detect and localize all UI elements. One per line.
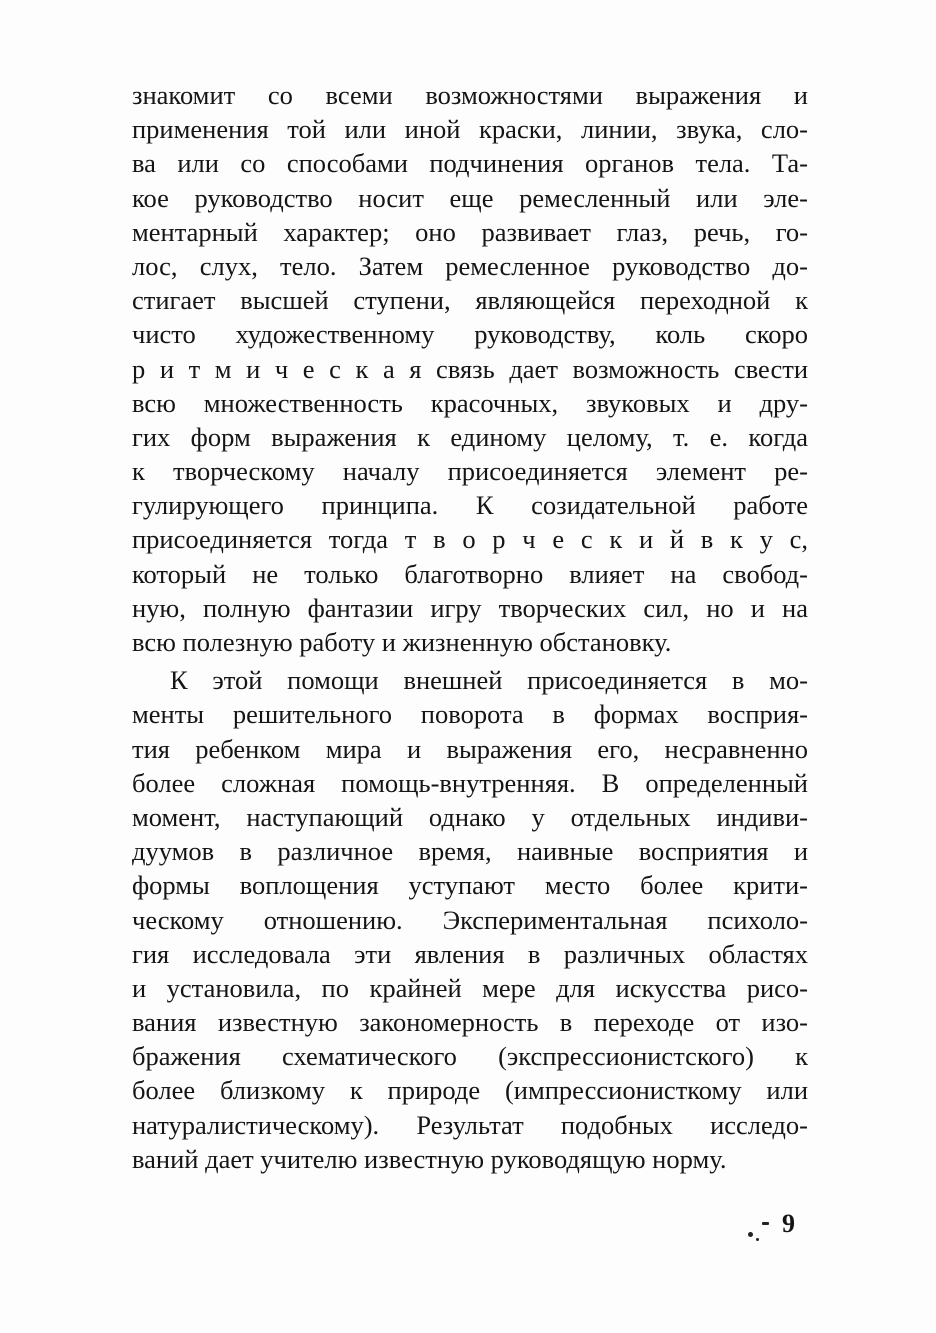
text-line: формы воплощения уступают место более крити- xyxy=(132,870,808,901)
scan-speck xyxy=(762,1222,769,1225)
text-line: ную, полную фантазии игру творческих сил, но и на xyxy=(132,592,808,623)
text-line: лос, слух, тело. Затем ремесленное руководство до- xyxy=(132,250,808,281)
text-line: чисто художественному руководству, коль скоро xyxy=(132,319,808,350)
text-line: стигает высшей ступени, являющейся переходной к xyxy=(132,285,808,316)
paragraph-2 xyxy=(132,663,808,1176)
text-line: бражения схематического (экспрессионистского) к xyxy=(132,1041,808,1072)
text-line: ческому отношению. Экспериментальная психоло- xyxy=(132,904,808,935)
text-line: ментарный характер; оно развивает глаз, речь, го- xyxy=(132,216,808,247)
text-line: знакомит со всеми возможностями выражения и xyxy=(132,80,808,110)
text-line: гия исследовала эти явления в различных областях xyxy=(132,938,808,969)
text-line: р и т м и ч е с к а я связь дает возможность свести xyxy=(132,353,808,384)
text-line: кое руководство носит еще ремесленный или эле- xyxy=(132,182,808,213)
text-line: момент, наступающий однако у отдельных индиви- xyxy=(132,801,808,832)
text-line: тия ребенком мира и выражения его, несравненно xyxy=(132,733,808,764)
body-text xyxy=(132,78,808,1176)
text-line: более близкому к природе (импрессионисткому или xyxy=(132,1075,808,1106)
text-line: ваний дает учителю известную руководящую норму. xyxy=(132,1143,727,1174)
scan-speck xyxy=(756,1238,759,1241)
text-line: применения той или иной краски, линии, звука, сло- xyxy=(132,114,808,145)
text-line: вания известную закономерность в переходе от изо- xyxy=(132,1007,808,1038)
text-line: к творческому началу присоединяется элемент ре- xyxy=(132,456,808,487)
text-line: гих форм выражения к единому целому, т. е. когда xyxy=(132,421,808,452)
text-line: менты решительного поворота в формах восприя- xyxy=(132,699,808,730)
paragraph-1 xyxy=(132,78,808,659)
text-line: более сложная помощь-внутренняя. В определенный xyxy=(132,767,808,798)
page-number: 9 xyxy=(782,1209,795,1238)
text-line: и установила, по крайней мере для искусства рисо- xyxy=(132,972,808,1003)
text-line: присоединяется тогда т в о р ч е с к и й в к у с, xyxy=(132,524,808,555)
text-line: К этой помощи внешней присоединяется в мо- xyxy=(170,665,808,696)
text-line: натуралистическому). Результат подобных исследо- xyxy=(132,1109,808,1140)
text-line: гулирующего принципа. К созидательной работе xyxy=(132,490,808,521)
text-line: который не только благотворно влияет на свобод- xyxy=(132,558,808,589)
scan-speck xyxy=(748,1232,753,1237)
text-line: ва или со способами подчинения органов тела. Та- xyxy=(132,148,808,179)
text-line: дуумов в различное время, наивные восприятия и xyxy=(132,836,808,867)
text-line: всю множественность красочных, звуковых и дру- xyxy=(132,387,808,418)
text-line: всю полезную работу и жизненную обстановку. xyxy=(132,627,672,657)
